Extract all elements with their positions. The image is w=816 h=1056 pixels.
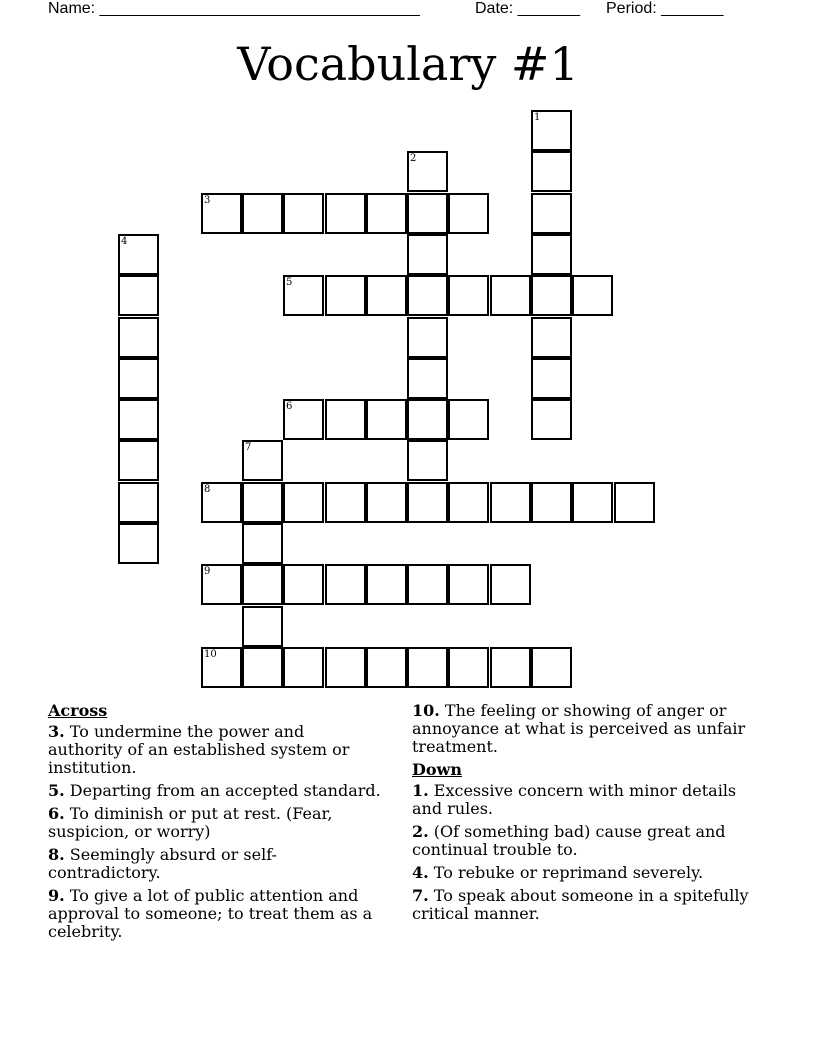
crossword-cell[interactable]	[531, 193, 572, 234]
crossword-cell[interactable]	[407, 151, 448, 192]
crossword-cell[interactable]	[531, 482, 572, 523]
crossword-cell[interactable]	[531, 234, 572, 275]
clue-number: 5	[286, 277, 293, 288]
crossword-cell[interactable]	[325, 564, 366, 605]
clue-item-number: 2.	[412, 822, 429, 841]
crossword-cell[interactable]	[572, 275, 613, 316]
crossword-cell[interactable]	[531, 275, 572, 316]
crossword-cell[interactable]	[283, 564, 324, 605]
crossword-cell[interactable]	[242, 440, 283, 481]
crossword-cell[interactable]	[325, 399, 366, 440]
clue-number: 10	[204, 649, 217, 660]
crossword-cell[interactable]	[366, 564, 407, 605]
page-title: Vocabulary #1	[237, 37, 579, 91]
crossword-cell[interactable]	[531, 151, 572, 192]
clue-item-text: To rebuke or reprimand severely.	[428, 863, 704, 882]
crossword-cell[interactable]	[283, 647, 324, 688]
crossword-cell[interactable]	[448, 482, 489, 523]
crossword-cell[interactable]	[531, 358, 572, 399]
crossword-cell[interactable]	[283, 193, 324, 234]
crossword-cell[interactable]	[448, 275, 489, 316]
clues-right-column	[412, 702, 757, 928]
crossword-cell[interactable]	[531, 110, 572, 151]
clue-item-number: 3.	[48, 722, 65, 741]
crossword-cell[interactable]	[325, 275, 366, 316]
clue-number: 2	[410, 153, 417, 164]
clue-item	[48, 846, 383, 882]
clue-number: 4	[121, 236, 128, 247]
clue-item-text: The feeling or showing of anger or annoyance at what is perceived as unfair treatment.	[412, 701, 746, 756]
crossword-cell[interactable]	[407, 482, 448, 523]
crossword-cell[interactable]	[366, 193, 407, 234]
crossword-cell[interactable]	[531, 399, 572, 440]
crossword-cell[interactable]	[118, 440, 159, 481]
clue-item-number: 6.	[48, 804, 65, 823]
clue-item-number: 9.	[48, 886, 65, 905]
clue-number: 8	[204, 484, 211, 495]
crossword-cell[interactable]	[490, 482, 531, 523]
crossword-cell[interactable]	[490, 564, 531, 605]
crossword-cell[interactable]	[242, 193, 283, 234]
crossword-cell[interactable]	[448, 564, 489, 605]
crossword-cell[interactable]	[201, 193, 242, 234]
crossword-cell[interactable]	[448, 399, 489, 440]
crossword-cell[interactable]	[366, 399, 407, 440]
crossword-cell[interactable]	[407, 647, 448, 688]
crossword-cell[interactable]	[283, 482, 324, 523]
clue-item	[412, 887, 757, 923]
crossword-cell[interactable]	[448, 193, 489, 234]
crossword-cell[interactable]	[531, 317, 572, 358]
crossword-cell[interactable]	[407, 234, 448, 275]
crossword-cell[interactable]	[490, 647, 531, 688]
crossword-cell[interactable]	[325, 482, 366, 523]
crossword-cell[interactable]	[118, 317, 159, 358]
across-heading: Across	[48, 701, 108, 720]
clues-left-column	[48, 702, 383, 946]
clue-number: 6	[286, 401, 293, 412]
crossword-cell[interactable]	[118, 482, 159, 523]
crossword-cell[interactable]	[407, 399, 448, 440]
clue-number: 9	[204, 566, 211, 577]
clue-item-number: 5.	[48, 781, 65, 800]
clue-item-text: To give a lot of public attention and approval to someone; to treat them as a celebrity.	[48, 886, 373, 941]
crossword-cell[interactable]	[242, 606, 283, 647]
crossword-cell[interactable]	[118, 275, 159, 316]
clue-item-text: To diminish or put at rest. (Fear, suspicion, or worry)	[48, 804, 333, 841]
crossword-cell[interactable]	[118, 358, 159, 399]
crossword-cell[interactable]	[283, 275, 324, 316]
crossword-cell[interactable]	[283, 399, 324, 440]
date-field[interactable]: Date: _______	[475, 0, 580, 17]
clue-item-number: 7.	[412, 886, 429, 905]
crossword-cell[interactable]	[572, 482, 613, 523]
clue-number: 3	[204, 195, 211, 206]
crossword-cell[interactable]	[201, 647, 242, 688]
crossword-cell[interactable]	[614, 482, 655, 523]
clue-item	[412, 782, 757, 818]
crossword-cell[interactable]	[201, 482, 242, 523]
period-field[interactable]: Period: _______	[606, 0, 724, 17]
crossword-cell[interactable]	[242, 564, 283, 605]
crossword-cell[interactable]	[366, 275, 407, 316]
clue-item	[48, 782, 383, 800]
clue-item-number: 8.	[48, 845, 65, 864]
clue-item	[48, 887, 383, 941]
clue-item	[412, 864, 757, 882]
down-clue-list	[412, 782, 757, 923]
down-heading: Down	[412, 760, 462, 779]
clue-item	[412, 702, 757, 756]
crossword-cell[interactable]	[201, 564, 242, 605]
clue-number: 7	[245, 442, 252, 453]
clue-item-number: 10.	[412, 701, 440, 720]
clue-item-text: To speak about someone in a spitefully critical manner.	[412, 886, 749, 923]
crossword-cell[interactable]	[325, 647, 366, 688]
crossword-cell[interactable]	[118, 523, 159, 564]
clue-item-text: (Of something bad) cause great and continual trouble to.	[412, 822, 726, 859]
clue-item-text: To undermine the power and authority of an established system or institution.	[48, 722, 350, 777]
crossword-cell[interactable]	[407, 564, 448, 605]
clue-item-number: 4.	[412, 863, 429, 882]
clue-item-text: Seemingly absurd or self-contradictory.	[48, 845, 277, 882]
clue-item	[48, 723, 383, 777]
crossword-cell[interactable]	[407, 193, 448, 234]
crossword-cell[interactable]	[366, 647, 407, 688]
clue-item-text: Excessive concern with minor details and rules.	[412, 781, 737, 818]
crossword-cell[interactable]	[448, 647, 489, 688]
across-clue-list	[48, 723, 383, 941]
crossword-cell[interactable]	[118, 399, 159, 440]
clue-item-text: Departing from an accepted standard.	[64, 781, 381, 800]
crossword-cell[interactable]	[325, 193, 366, 234]
across-clue-list-continued	[412, 702, 757, 756]
crossword-cell[interactable]	[366, 482, 407, 523]
crossword-cell[interactable]	[407, 317, 448, 358]
crossword-cell[interactable]	[242, 523, 283, 564]
crossword-cell[interactable]	[242, 647, 283, 688]
clue-item-number: 1.	[412, 781, 429, 800]
crossword-cell[interactable]	[407, 358, 448, 399]
crossword-cell[interactable]	[407, 275, 448, 316]
clue-item	[48, 805, 383, 841]
crossword-cell[interactable]	[407, 440, 448, 481]
crossword-cell[interactable]	[490, 275, 531, 316]
clue-item	[412, 823, 757, 859]
clue-number: 1	[534, 112, 541, 123]
name-field[interactable]: Name: ____________________________________	[48, 0, 420, 17]
crossword-cell[interactable]	[242, 482, 283, 523]
crossword-cell[interactable]	[118, 234, 159, 275]
crossword-cell[interactable]	[531, 647, 572, 688]
